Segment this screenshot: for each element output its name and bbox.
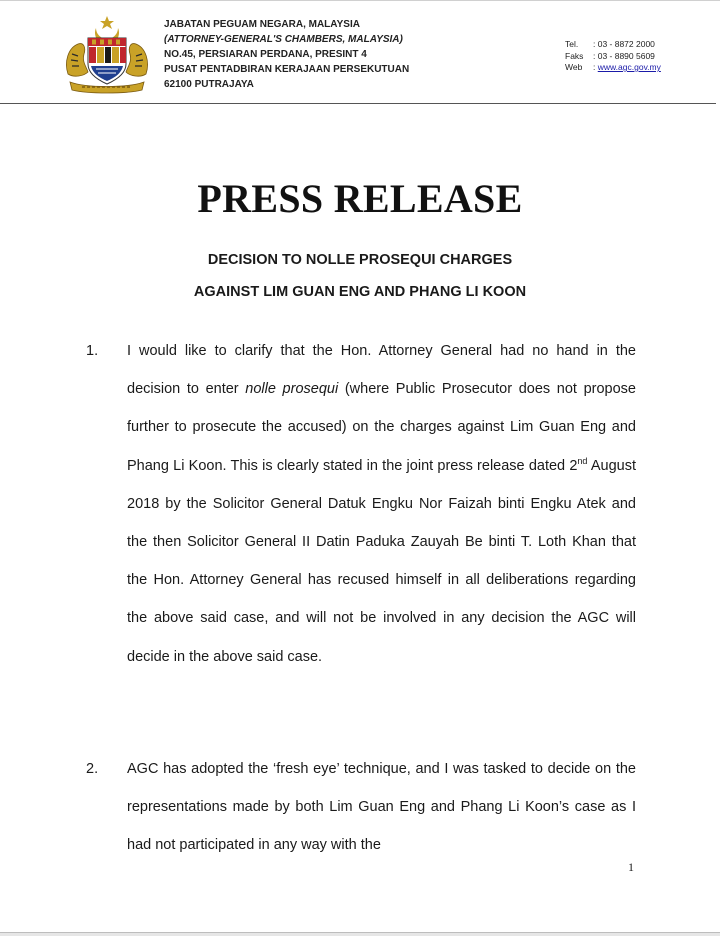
web-separator: :: [593, 62, 598, 72]
latin-term: nolle prosequi: [245, 381, 339, 398]
page-bottom-edge: [0, 932, 720, 936]
address-line-2: PUSAT PENTADBIRAN KERAJAAN PERSEKUTUAN: [164, 64, 410, 75]
fax-value: : 03 - 8890 5609: [593, 50, 655, 61]
tel-value: : 03 - 8872 2000: [593, 39, 655, 49]
paragraph-number: 1.: [86, 343, 99, 359]
tel-label: Tel.: [565, 39, 579, 49]
address-line-3: 62100 PUTRAJAYA: [164, 79, 254, 90]
paragraph-text-part: August 2018 by the Solicitor General Datuk Engku Nor Faizah binti Engku Atek and the then Solicitor General II Datin Paduka Zauyah Be binti T. Loth Khan that the Hon. Attorney General has recused himself in all deliberations regarding the above said case, and will not be involved in any decision the AGC will decide in the above said case.: [127, 457, 637, 665]
ordinal-suffix: nd: [577, 455, 588, 466]
subtitle-line-1: DECISION TO NOLLE PROSEQUI CHARGES: [207, 252, 513, 268]
page-number: 1: [628, 860, 634, 874]
agency-name-english: (ATTORNEY-GENERAL'S CHAMBERS, MALAYSIA): [164, 34, 403, 45]
paragraph-text-part: (where Public Prosecutor does not propose further to prosecute the accused) on the charges against Lim Guan Eng and Phang Li Koon. This is clearly stated in the joint press release dated 2: [127, 381, 636, 474]
paragraph-text: AGC has adopted the ‘fresh eye’ technique, and I was tasked to decide on the representations made by both Lim Guan Eng and Phang Li Koon’s case as I had not participated in any way with the: [127, 761, 636, 854]
website-link[interactable]: www.agc.gov.my: [597, 62, 661, 72]
fax-label: Faks: [565, 50, 584, 61]
paragraph-text: [127, 332, 636, 676]
letterhead-divider: [0, 103, 716, 104]
address-line-1: NO.45, PERSIARAN PERDANA, PRESINT 4: [164, 49, 367, 60]
web-label: Web: [565, 62, 583, 72]
contact-fax: [565, 51, 661, 63]
paragraph-number: 2.: [86, 761, 99, 777]
contact-web: [565, 62, 661, 74]
paragraph-text-part: I would like to clarify that the Hon. Attorney General had no hand in the decision to enter: [127, 343, 636, 398]
document-title: PRESS RELEASE: [197, 176, 523, 221]
contact-tel: [565, 39, 661, 51]
agency-name-malay: JABATAN PEGUAM NEGARA, MALAYSIA: [164, 19, 360, 30]
malaysia-coat-of-arms-icon: [58, 14, 156, 94]
subtitle-line-2: AGAINST LIM GUAN ENG AND PHANG LI KOON: [193, 284, 527, 300]
letterhead: [0, 0, 720, 104]
contact-block: [565, 39, 661, 74]
agency-address: [164, 17, 409, 92]
